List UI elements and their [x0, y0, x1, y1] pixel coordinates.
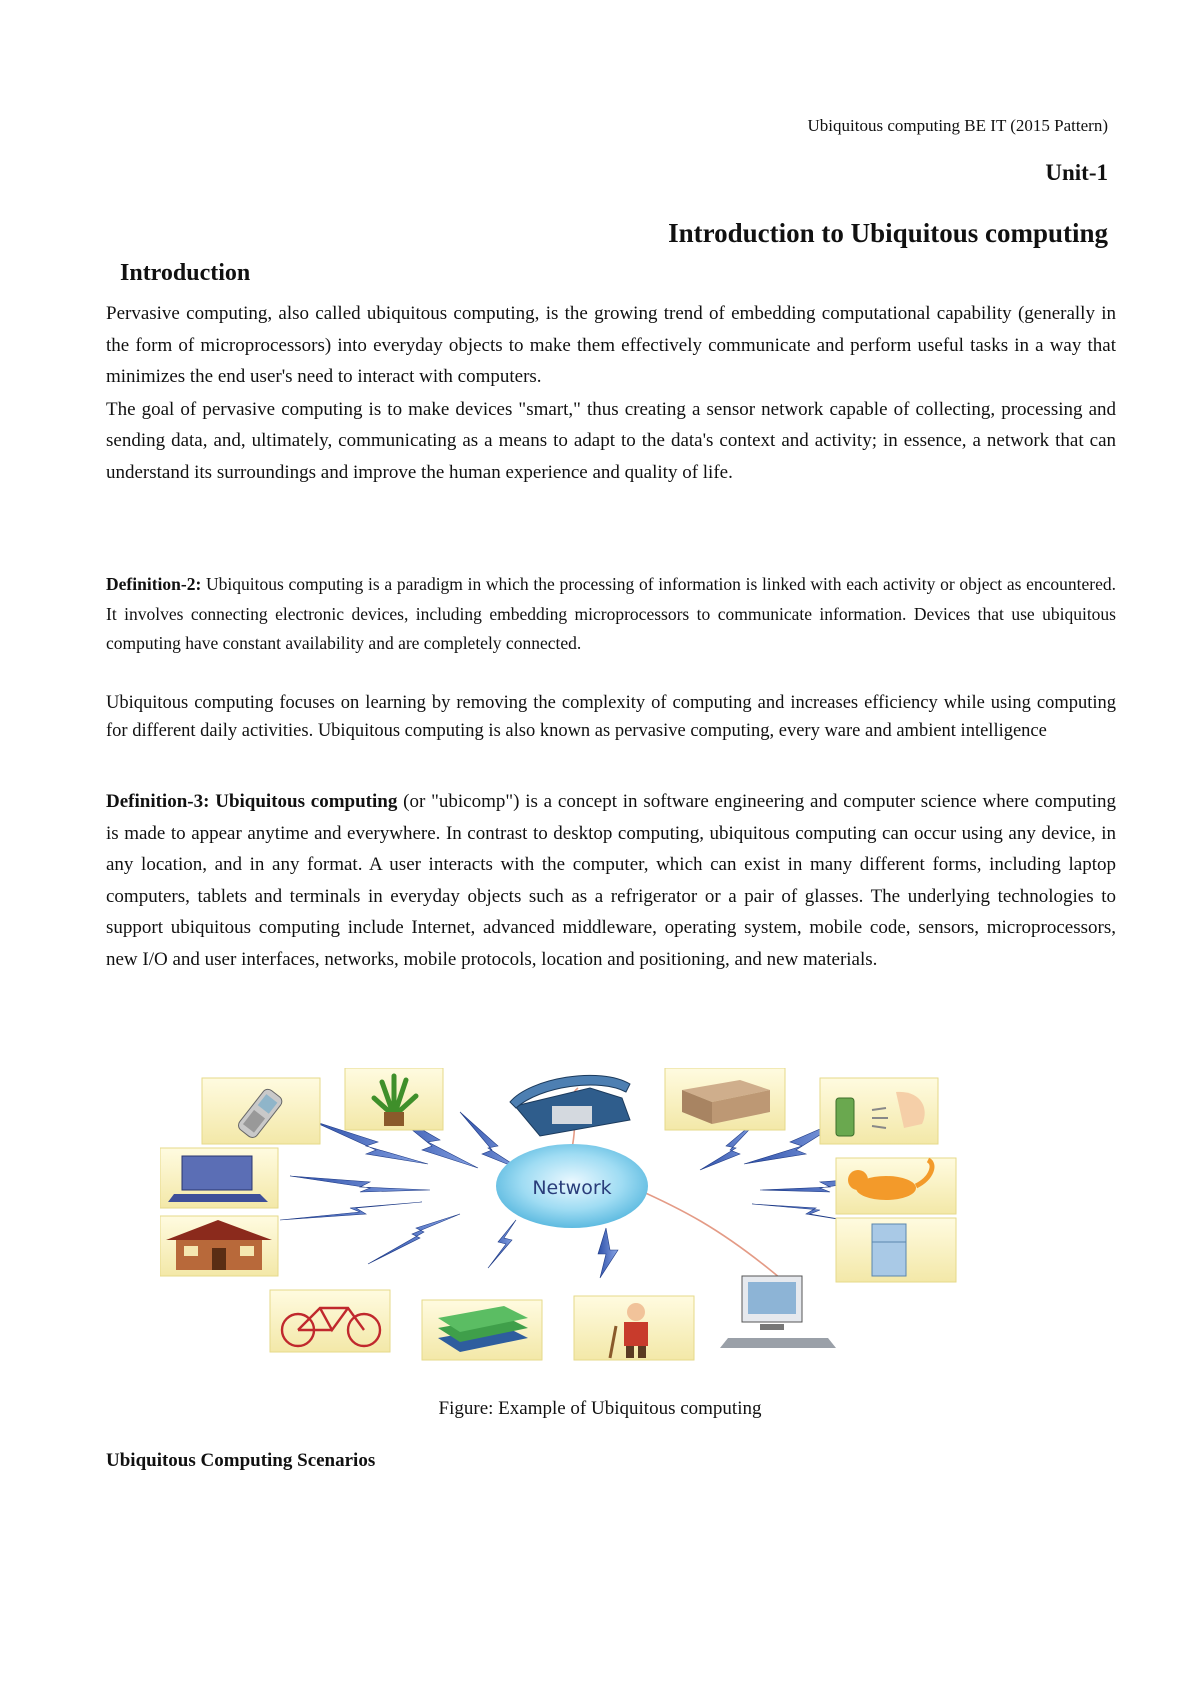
definition-3-text: (or "ubicomp") is a concept in software engineering and computer science where computing is made to appear anytime and everywhere. In contrast to desktop computing, ubiquitous computing can occur using any device, in any location, and in any format. A user interacts with the computer, which can exist in many different forms, including laptop computers, tablets and terminals in everyday objects such as a refrigerator or a pair of glasses. The underlying technologies to support ubiquitous computing include Internet, advanced middleware, operating system, mobile code, sensors, microprocessors, new I/O and user interfaces, networks, mobile protocols, location and positioning, and new materials. [106, 791, 1116, 970]
house-icon [160, 1216, 278, 1276]
definition-3-label: Definition-3: Ubiquitous computing [106, 791, 398, 812]
signal-bolt [280, 1202, 422, 1220]
definition-3-block [106, 786, 1116, 975]
introduction-body [106, 298, 1116, 489]
page-title: Introduction to Ubiquitous computing [668, 218, 1108, 248]
paragraph-goal: The goal of pervasive computing is to make devices "smart," thus creating a sensor network capable of collecting, processing and sending data, and, ultimately, communicating as a means to adapt to the data's context and activity; in essence, a network that can understand its surroundings and improve the human experience and quality of life. [106, 398, 1116, 483]
desktop-computer-icon [720, 1276, 836, 1348]
section-heading-scenarios: Ubiquitous Computing Scenarios [106, 1450, 376, 1471]
cat-icon [836, 1158, 956, 1214]
desk-telephone-icon [510, 1075, 630, 1136]
paragraph-focus: Ubiquitous computing focuses on learning by removing the complexity of computing and increases efficiency while using computing for different daily activities. Ubiquitous computing is also known as pervasive computing, every ware and ambient intelligence [106, 693, 1116, 741]
laptop-icon [160, 1148, 278, 1208]
definition-2-label: Definition-2: [106, 574, 202, 594]
figure-caption: Figure: Example of Ubiquitous computing [438, 1398, 762, 1419]
signal-bolt [290, 1176, 430, 1192]
paragraph-pervasive-computing: Pervasive computing, also called ubiquitous computing, is the growing trend of embedding computational capability (generally in the form of microprocessors) into everyday objects to make them effectively communicate and perform useful tasks in a way that minimizes the end user's need to interact with computers. [106, 303, 1116, 387]
signal-bolt [368, 1214, 460, 1264]
refrigerator-icon [836, 1218, 956, 1282]
running-head: Ubiquitous computing BE IT (2015 Pattern) [807, 116, 1108, 135]
cordless-phone-icon [820, 1078, 938, 1144]
person-icon [574, 1296, 694, 1360]
definition-3-paragraph [106, 786, 1116, 975]
network-diagram [160, 1068, 1040, 1368]
signal-bolt [598, 1228, 618, 1278]
bicycle-icon [270, 1290, 390, 1352]
section-heading-introduction: Introduction [120, 260, 251, 286]
signal-bolt [488, 1220, 516, 1268]
parcel-icon [665, 1068, 785, 1130]
books-icon [422, 1300, 542, 1360]
definition-2-text: Ubiquitous computing is a paradigm in which the processing of information is linked with each activity or object as encountered. It involves connecting electronic devices, including embedding microprocessors to communicate information. Devices that use ubiquitous computing have constant availability and are completely connected. [106, 574, 1116, 653]
definition-2-paragraph [106, 570, 1116, 659]
ubiquitous-network-figure [160, 1068, 1040, 1368]
computer-cable [630, 1186, 780, 1278]
definition-2-block [106, 570, 1116, 659]
focus-block [106, 690, 1116, 745]
network-hub-label: Network [532, 1177, 612, 1199]
unit-label: Unit-1 [1045, 160, 1108, 185]
plant-icon [345, 1068, 443, 1130]
mobile-phone-icon [202, 1078, 320, 1144]
